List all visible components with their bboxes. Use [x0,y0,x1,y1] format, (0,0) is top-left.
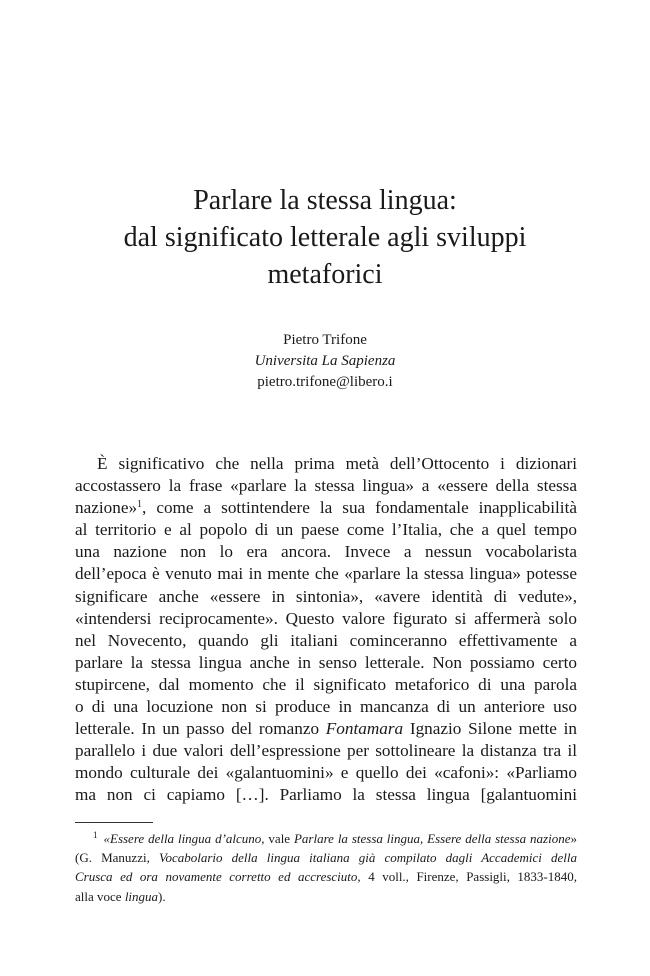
footnote [75,829,577,906]
paper-title [60,182,590,293]
footnote-line [75,887,577,906]
author-affiliation: Universita La Sapienza [254,353,396,369]
body-line [75,718,577,740]
footnote-mark: 1 [93,830,98,840]
body-line: È significativo che nella prima metà dell’Ottocento i dizionari [97,454,577,473]
body-line: parlare la stessa lingua anche in senso letterale. Non possiamo certo [75,652,577,672]
footnote-text-italic: Parlare la stessa lingua, Essere della stessa nazione [293,831,571,846]
footnote-text: , vale [261,831,294,846]
body-line: al territorio e al popolo di un paese come l’Italia, che a quel tempo [75,520,577,540]
author-email: pietro.trifone@libero.i [257,374,393,390]
body-paragraph [75,453,577,807]
body-text-fragment: Ignazio Silone mette in [403,719,578,739]
body-line: stupircene, dal momento che il significato metaforico di una parola [75,674,577,694]
body-line: dell’epoca è venuto mai in mente che «parlare la stessa lingua» potesse [75,564,577,584]
body-line: nel Novecento, quando gli italiani cominceranno effettivamente a [75,630,577,650]
body-text-fragment: , come a sottintendere la sua fondamentale inapplicabilità [142,498,577,518]
title-line-2: dal significato letterale agli sviluppi [123,222,527,253]
body-line: parallelo i due valori dell’espressione per sottolineare la distanza tra il [75,741,577,761]
footnote-line [75,867,577,886]
footnote-divider [75,822,153,823]
footnote-text-italic: «Essere della lingua d’alcuno [103,831,262,846]
footnote-text: , 4 voll., Firenze, Passigli, 1833-1840, [357,869,577,885]
footnote-text-italic: Crusca ed ora novamente corretto ed accresciuto [75,869,358,885]
footnote-line [75,829,577,848]
body-line: mondo culturale dei «galantuomini» e quello dei «cafoni»: «Parliamo [75,763,577,783]
footnote-text: » [570,831,577,846]
footnote-reference[interactable]: 1 [137,499,143,511]
body-line: accostassero la frase «parlare la stessa lingua» a «essere della stessa [75,476,577,496]
footnote-text-italic: Vocabolario della lingua italiana già compilato dagli Accademici della [158,850,577,866]
novel-title: Fontamara [325,719,404,739]
author-block [100,330,550,393]
body-line: significare anche «essere in sintonia», «avere identità di vedute», [75,586,577,606]
footnote-text: alla voce [75,888,125,904]
footnote-text-italic: lingua [124,888,159,904]
body-text-fragment: letterale. In un passo del romanzo [75,719,326,739]
body-line: ma non ci capiamo […]. Parliamo la stessa lingua [galantuomini [75,785,577,805]
author-name: Pietro Trifone [283,332,367,348]
body-line: una nazione non lo era ancora. Invece a nessun vocabolarista [75,542,577,562]
body-line: o di una locuzione non si produce in mancanza di un anteriore uso [75,697,577,717]
footnote-text: (G. Manuzzi, [75,850,159,866]
title-line-3: metaforici [267,259,383,290]
body-text-fragment: nazione» [75,498,138,518]
title-line-1: Parlare la stessa lingua: [193,185,457,216]
body-line: «intendersi reciprocamente». Questo valore figurato si affermerà solo [75,608,577,628]
footnote-line [75,848,577,867]
body-line [75,497,577,519]
footnote-text: ). [158,888,166,904]
